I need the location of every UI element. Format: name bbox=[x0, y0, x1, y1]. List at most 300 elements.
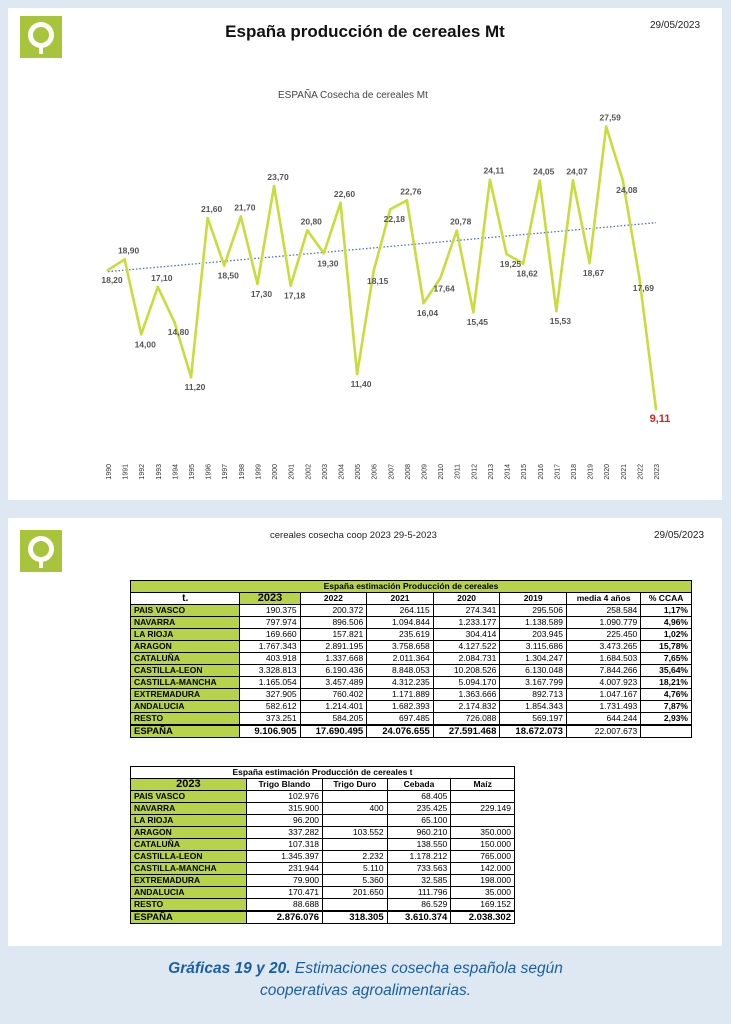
trend-line bbox=[108, 223, 656, 272]
data-point bbox=[555, 310, 558, 313]
table-cell: 5.360 bbox=[323, 875, 388, 887]
total-cell: 3.610.374 bbox=[387, 911, 451, 924]
column-header: t. bbox=[131, 593, 240, 605]
table-caption: España estimación Producción de cereales t bbox=[131, 767, 515, 779]
table-cell bbox=[323, 791, 388, 803]
data-label: 22,18 bbox=[383, 214, 405, 225]
table-row bbox=[131, 863, 515, 875]
table-caption-row bbox=[131, 581, 692, 593]
table-row bbox=[131, 641, 692, 653]
total-cell: 17.690.495 bbox=[300, 725, 367, 738]
table-cell: 1.337.668 bbox=[300, 653, 367, 665]
table-cell: 107.318 bbox=[246, 839, 322, 851]
table-cell: 4.007.923 bbox=[566, 677, 640, 689]
table-cell bbox=[323, 839, 388, 851]
data-label: 14,80 bbox=[167, 327, 190, 338]
column-header: Maíz bbox=[451, 779, 515, 791]
data-label: 17,18 bbox=[284, 290, 306, 301]
data-point bbox=[240, 215, 243, 218]
region-name: ARAGON bbox=[131, 827, 247, 839]
table-cell: 235.425 bbox=[387, 803, 451, 815]
x-tick-label: 2015 bbox=[521, 464, 529, 480]
table-cell: 1.047.167 bbox=[566, 689, 640, 701]
chart-title: España producción de cereales Mt bbox=[225, 22, 505, 41]
table-cell: 7.844.266 bbox=[566, 665, 640, 677]
table-cell: 960.210 bbox=[387, 827, 451, 839]
table-cell: 7,87% bbox=[641, 701, 692, 713]
column-header: Trigo Duro bbox=[323, 779, 388, 791]
total-cell: 24.076.655 bbox=[367, 725, 434, 738]
table-cell: 2,93% bbox=[641, 713, 692, 726]
total-cell: 9.106.905 bbox=[240, 725, 300, 738]
table-cell: 103.552 bbox=[323, 827, 388, 839]
column-header: Trigo Blando bbox=[246, 779, 322, 791]
total-cell: 2.038.302 bbox=[451, 911, 515, 924]
table-cell: 35,64% bbox=[641, 665, 692, 677]
table-total-row bbox=[131, 911, 515, 924]
data-point bbox=[273, 185, 276, 188]
table-cell: 169.152 bbox=[451, 899, 515, 912]
x-tick-label: 2013 bbox=[487, 464, 495, 480]
region-name: LA RIOJA bbox=[131, 815, 247, 827]
x-tick-label: 1998 bbox=[238, 464, 246, 480]
caption-bold: Gráficas 19 y 20. bbox=[168, 960, 291, 977]
x-tick-label: 2014 bbox=[504, 464, 512, 480]
table-cell: 733.563 bbox=[387, 863, 451, 875]
data-point bbox=[406, 199, 409, 202]
table-cell: 3.167.799 bbox=[500, 677, 567, 689]
table-cell: 3.473.265 bbox=[566, 641, 640, 653]
chart-date: 29/05/2023 bbox=[650, 20, 701, 31]
table-row bbox=[131, 791, 515, 803]
data-point bbox=[206, 217, 209, 220]
total-cell: 22.007.673 bbox=[566, 725, 640, 738]
table-cell: 198.000 bbox=[451, 875, 515, 887]
chart-subtitle: ESPAÑA Cosecha de cereales Mt bbox=[278, 90, 428, 101]
table-cell: 337.282 bbox=[246, 827, 322, 839]
region-name: CASTILLA-MANCHA bbox=[131, 677, 240, 689]
data-point bbox=[140, 333, 143, 336]
table-cell: 4.127.522 bbox=[433, 641, 500, 653]
x-tick-label: 2016 bbox=[537, 464, 545, 480]
column-header: media 4 años bbox=[566, 593, 640, 605]
region-name: ESPAÑA bbox=[131, 725, 240, 738]
table-cell: 3.457.489 bbox=[300, 677, 367, 689]
x-tick-label: 2003 bbox=[321, 464, 329, 480]
region-name: NAVARRA bbox=[131, 617, 240, 629]
table-cell: 1.363.666 bbox=[433, 689, 500, 701]
total-cell: 18.672.073 bbox=[500, 725, 567, 738]
region-name: ESPAÑA bbox=[131, 911, 247, 924]
x-tick-label: 2017 bbox=[554, 464, 562, 480]
column-header: 2020 bbox=[433, 593, 500, 605]
table-cell: 201.650 bbox=[323, 887, 388, 899]
data-label: 18,50 bbox=[217, 270, 239, 281]
data-point bbox=[605, 125, 608, 128]
column-header: 2023 bbox=[131, 779, 247, 791]
data-label: 18,15 bbox=[367, 275, 389, 286]
caption-line2: cooperativas agroalimentarias. bbox=[259, 982, 472, 999]
table-cell: 582.612 bbox=[240, 701, 300, 713]
table-cell: 68.405 bbox=[387, 791, 451, 803]
table-cell: 4.312.235 bbox=[367, 677, 434, 689]
table-row bbox=[131, 851, 515, 863]
table-cell: 96.200 bbox=[246, 815, 322, 827]
cooperative-logo-icon bbox=[20, 530, 62, 572]
table-cell: 1.138.589 bbox=[500, 617, 567, 629]
data-point bbox=[190, 376, 193, 379]
table-cell bbox=[451, 815, 515, 827]
table-cell: 3.758.658 bbox=[367, 641, 434, 653]
table-cell: 726.088 bbox=[433, 713, 500, 726]
data-label: 18,90 bbox=[117, 245, 140, 256]
table-cell: 169.660 bbox=[240, 629, 300, 641]
table-cell: 644.244 bbox=[566, 713, 640, 726]
data-point bbox=[157, 286, 160, 289]
table-cell: 2.084.731 bbox=[433, 653, 500, 665]
data-point bbox=[256, 283, 259, 286]
table-cell: 79.900 bbox=[246, 875, 322, 887]
x-tick-label: 1994 bbox=[172, 464, 180, 480]
data-point bbox=[439, 277, 442, 280]
total-cell bbox=[641, 725, 692, 738]
data-label: 22,60 bbox=[333, 188, 356, 199]
table-cell: 150.000 bbox=[451, 839, 515, 851]
cereal-production-line-chart bbox=[8, 8, 722, 500]
data-point bbox=[372, 270, 375, 273]
data-point bbox=[655, 408, 658, 411]
data-point bbox=[638, 277, 641, 280]
x-tick-label: 2020 bbox=[604, 464, 612, 480]
data-point bbox=[538, 179, 541, 182]
table-cell: 170.471 bbox=[246, 887, 322, 899]
data-label: 17,69 bbox=[632, 282, 655, 293]
region-name: CASTILLA-MANCHA bbox=[131, 863, 247, 875]
table-row bbox=[131, 839, 515, 851]
data-label: 20,80 bbox=[300, 216, 322, 227]
data-label: 17,30 bbox=[250, 288, 273, 299]
table-cell: 138.550 bbox=[387, 839, 451, 851]
data-label: 17,64 bbox=[433, 283, 455, 294]
x-tick-label: 1996 bbox=[205, 464, 213, 480]
data-label: 11,40 bbox=[350, 379, 372, 390]
table-cell: 5.110 bbox=[323, 863, 388, 875]
table-caption-row bbox=[131, 767, 515, 779]
table-cell: 32.585 bbox=[387, 875, 451, 887]
data-label: 16,04 bbox=[416, 308, 439, 319]
data-label: 11,20 bbox=[184, 382, 206, 393]
data-label: 24,05 bbox=[533, 166, 555, 177]
data-point bbox=[505, 253, 508, 256]
table-header-row bbox=[131, 779, 515, 791]
table-row bbox=[131, 875, 515, 887]
x-tick-label: 2002 bbox=[305, 464, 313, 480]
total-cell: 27.591.468 bbox=[433, 725, 500, 738]
table-cell: 231.944 bbox=[246, 863, 322, 875]
tables-date: 29/05/2023 bbox=[654, 530, 705, 541]
production-by-crop-table bbox=[130, 766, 515, 924]
data-point bbox=[489, 178, 492, 181]
x-tick-label: 2023 bbox=[654, 464, 661, 480]
table-cell: 896.506 bbox=[300, 617, 367, 629]
data-point bbox=[389, 208, 392, 211]
table-cell: 697.485 bbox=[367, 713, 434, 726]
table-cell: 88.688 bbox=[246, 899, 322, 912]
data-label: 20,78 bbox=[450, 216, 472, 227]
data-point bbox=[306, 229, 309, 232]
data-point bbox=[455, 229, 458, 232]
table-cell: 229.149 bbox=[451, 803, 515, 815]
table-cell: 295.506 bbox=[500, 605, 567, 617]
table-cell: 142.000 bbox=[451, 863, 515, 875]
data-point bbox=[223, 264, 226, 267]
table-header-row bbox=[131, 593, 692, 605]
table-caption: España estimación Producción de cereales bbox=[131, 581, 692, 593]
data-label: 18,67 bbox=[582, 267, 605, 278]
table-cell: 2.011.364 bbox=[367, 653, 434, 665]
table-cell: 584.205 bbox=[300, 713, 367, 726]
x-tick-label: 2010 bbox=[438, 464, 446, 480]
x-tick-label: 2008 bbox=[404, 464, 412, 480]
data-label: 21,60 bbox=[200, 204, 223, 215]
x-tick-label: 2012 bbox=[471, 464, 479, 480]
data-point bbox=[323, 252, 326, 255]
data-label: 24,07 bbox=[566, 166, 588, 177]
table-cell: 6.190.436 bbox=[300, 665, 367, 677]
table-row bbox=[131, 677, 692, 689]
table-cell: 111.796 bbox=[387, 887, 451, 899]
region-name: EXTREMADURA bbox=[131, 689, 240, 701]
data-point bbox=[522, 262, 525, 265]
data-point bbox=[289, 284, 292, 287]
data-point bbox=[123, 258, 126, 261]
region-name: CATALUÑA bbox=[131, 839, 247, 851]
column-header: 2023 bbox=[240, 593, 300, 605]
x-tick-label: 1993 bbox=[155, 464, 163, 480]
table-cell: 1.682.393 bbox=[367, 701, 434, 713]
table-cell: 315.900 bbox=[246, 803, 322, 815]
data-label: 19,30 bbox=[317, 258, 339, 269]
region-name: RESTO bbox=[131, 899, 247, 912]
table-cell: 1,17% bbox=[641, 605, 692, 617]
x-tick-label: 2004 bbox=[338, 464, 346, 480]
table-cell: 1.304.247 bbox=[500, 653, 567, 665]
table-cell: 7,65% bbox=[641, 653, 692, 665]
production-by-region-table bbox=[130, 580, 692, 738]
region-name: CASTILLA-LEON bbox=[131, 665, 240, 677]
table-row bbox=[131, 713, 692, 726]
table-cell: 1.214.401 bbox=[300, 701, 367, 713]
table-cell: 1.178.212 bbox=[387, 851, 451, 863]
table-row bbox=[131, 689, 692, 701]
data-label: 24,08 bbox=[616, 185, 638, 196]
table-cell: 1.345.397 bbox=[246, 851, 322, 863]
table-row bbox=[131, 605, 692, 617]
table-cell: 5.094.170 bbox=[433, 677, 500, 689]
table-cell: 35.000 bbox=[451, 887, 515, 899]
total-cell: 2.876.076 bbox=[246, 911, 322, 924]
table-cell: 15,78% bbox=[641, 641, 692, 653]
table-row bbox=[131, 665, 692, 677]
data-label: 15,45 bbox=[466, 317, 488, 328]
table-cell: 18,21% bbox=[641, 677, 692, 689]
figure-caption bbox=[0, 958, 731, 1002]
table-row bbox=[131, 803, 515, 815]
data-label: 24,11 bbox=[483, 165, 505, 176]
data-point bbox=[621, 179, 624, 182]
table-row bbox=[131, 701, 692, 713]
table-cell: 102.976 bbox=[246, 791, 322, 803]
table-row bbox=[131, 887, 515, 899]
data-point bbox=[422, 302, 425, 305]
data-label: 22,76 bbox=[400, 186, 422, 197]
region-name: ANDALUCIA bbox=[131, 701, 240, 713]
table-cell: 350.000 bbox=[451, 827, 515, 839]
data-point bbox=[173, 321, 176, 324]
data-label: 18,20 bbox=[101, 275, 123, 286]
table-cell: 274.341 bbox=[433, 605, 500, 617]
x-tick-label: 2001 bbox=[288, 464, 296, 480]
region-name: CATALUÑA bbox=[131, 653, 240, 665]
table-cell: 403.918 bbox=[240, 653, 300, 665]
table-cell: 157.821 bbox=[300, 629, 367, 641]
table-cell: 1.767.343 bbox=[240, 641, 300, 653]
column-header: % CCAA bbox=[641, 593, 692, 605]
x-tick-label: 2009 bbox=[421, 464, 429, 480]
data-point bbox=[472, 311, 475, 314]
table-cell: 765.000 bbox=[451, 851, 515, 863]
table-cell: 373.251 bbox=[240, 713, 300, 726]
table-cell: 1.171.889 bbox=[367, 689, 434, 701]
table-cell: 8.848.053 bbox=[367, 665, 434, 677]
data-point bbox=[339, 202, 342, 205]
column-header: 2021 bbox=[367, 593, 434, 605]
table-cell: 4,96% bbox=[641, 617, 692, 629]
region-name: LA RIOJA bbox=[131, 629, 240, 641]
region-name: EXTREMADURA bbox=[131, 875, 247, 887]
data-point bbox=[588, 262, 591, 265]
chart-panel bbox=[8, 8, 722, 500]
table-cell bbox=[451, 791, 515, 803]
data-label: 9,11 bbox=[649, 413, 671, 426]
table-cell: 1.090.779 bbox=[566, 617, 640, 629]
table-row bbox=[131, 899, 515, 912]
data-label: 23,70 bbox=[267, 172, 289, 183]
x-tick-label: 2006 bbox=[371, 464, 379, 480]
table-cell: 1.165.054 bbox=[240, 677, 300, 689]
table-cell: 1,02% bbox=[641, 629, 692, 641]
x-tick-label: 1997 bbox=[222, 464, 230, 480]
region-name: PAIS VASCO bbox=[131, 605, 240, 617]
tables-panel bbox=[8, 518, 722, 946]
table-cell: 2.232 bbox=[323, 851, 388, 863]
data-label: 21,70 bbox=[234, 202, 256, 213]
table-cell: 190.375 bbox=[240, 605, 300, 617]
table-cell: 3.115.686 bbox=[500, 641, 567, 653]
table-cell: 2.174.832 bbox=[433, 701, 500, 713]
region-name: NAVARRA bbox=[131, 803, 247, 815]
table-cell: 797.974 bbox=[240, 617, 300, 629]
region-name: ANDALUCIA bbox=[131, 887, 247, 899]
table-row bbox=[131, 653, 692, 665]
x-tick-label: 2022 bbox=[637, 464, 645, 480]
data-point bbox=[356, 373, 359, 376]
x-tick-label: 2021 bbox=[620, 464, 628, 480]
table-row bbox=[131, 815, 515, 827]
table-cell: 4,76% bbox=[641, 689, 692, 701]
column-header: Cebada bbox=[387, 779, 451, 791]
tables-title: cereales cosecha coop 2023 29-5-2023 bbox=[270, 530, 437, 541]
table-row bbox=[131, 629, 692, 641]
data-label: 17,10 bbox=[151, 272, 173, 283]
table-cell: 327.905 bbox=[240, 689, 300, 701]
x-tick-label: 1992 bbox=[139, 464, 147, 480]
table-cell: 760.402 bbox=[300, 689, 367, 701]
region-name: ARAGON bbox=[131, 641, 240, 653]
table-cell: 258.584 bbox=[566, 605, 640, 617]
data-label: 19,25 bbox=[499, 259, 522, 270]
data-point bbox=[107, 269, 110, 272]
column-header: 2022 bbox=[300, 593, 367, 605]
table-row bbox=[131, 827, 515, 839]
table-cell bbox=[323, 815, 388, 827]
x-tick-label: 2005 bbox=[355, 464, 363, 480]
table-cell: 892.713 bbox=[500, 689, 567, 701]
table-total-row bbox=[131, 725, 692, 738]
region-name: RESTO bbox=[131, 713, 240, 726]
table-cell: 3.328.813 bbox=[240, 665, 300, 677]
data-label: 27,59 bbox=[599, 112, 621, 123]
table-cell bbox=[323, 899, 388, 912]
table-cell: 2.891.195 bbox=[300, 641, 367, 653]
data-label: 14,00 bbox=[134, 339, 156, 350]
table-row bbox=[131, 617, 692, 629]
table-cell: 304.414 bbox=[433, 629, 500, 641]
x-tick-label: 1991 bbox=[122, 464, 130, 480]
table-cell: 225.450 bbox=[566, 629, 640, 641]
x-tick-label: 2018 bbox=[570, 464, 578, 480]
data-point bbox=[572, 179, 575, 182]
table-cell: 1.684.503 bbox=[566, 653, 640, 665]
table-cell: 1.731.493 bbox=[566, 701, 640, 713]
total-cell: 318.305 bbox=[323, 911, 388, 924]
x-tick-label: 2000 bbox=[272, 464, 280, 480]
x-tick-label: 1990 bbox=[106, 464, 113, 480]
table-cell: 200.372 bbox=[300, 605, 367, 617]
caption-line1: Estimaciones cosecha española según bbox=[290, 960, 563, 977]
table-cell: 400 bbox=[323, 803, 388, 815]
x-tick-label: 1999 bbox=[255, 464, 263, 480]
x-tick-label: 1995 bbox=[189, 464, 197, 480]
table-cell: 86.529 bbox=[387, 899, 451, 912]
column-header: 2019 bbox=[500, 593, 567, 605]
table-cell: 6.130.048 bbox=[500, 665, 567, 677]
table-cell: 1.854.343 bbox=[500, 701, 567, 713]
data-label: 18,62 bbox=[516, 268, 538, 279]
table-cell: 10.208.526 bbox=[433, 665, 500, 677]
x-tick-label: 2019 bbox=[587, 464, 595, 480]
table-cell: 1.094.844 bbox=[367, 617, 434, 629]
table-cell: 569.197 bbox=[500, 713, 567, 726]
table-cell: 1.233.177 bbox=[433, 617, 500, 629]
table-cell: 65.100 bbox=[387, 815, 451, 827]
region-name: PAIS VASCO bbox=[131, 791, 247, 803]
table-cell: 235.619 bbox=[367, 629, 434, 641]
table-cell: 203.945 bbox=[500, 629, 567, 641]
data-label: 15,53 bbox=[549, 315, 572, 326]
x-tick-label: 2007 bbox=[388, 464, 396, 480]
x-tick-label: 2011 bbox=[454, 464, 462, 480]
